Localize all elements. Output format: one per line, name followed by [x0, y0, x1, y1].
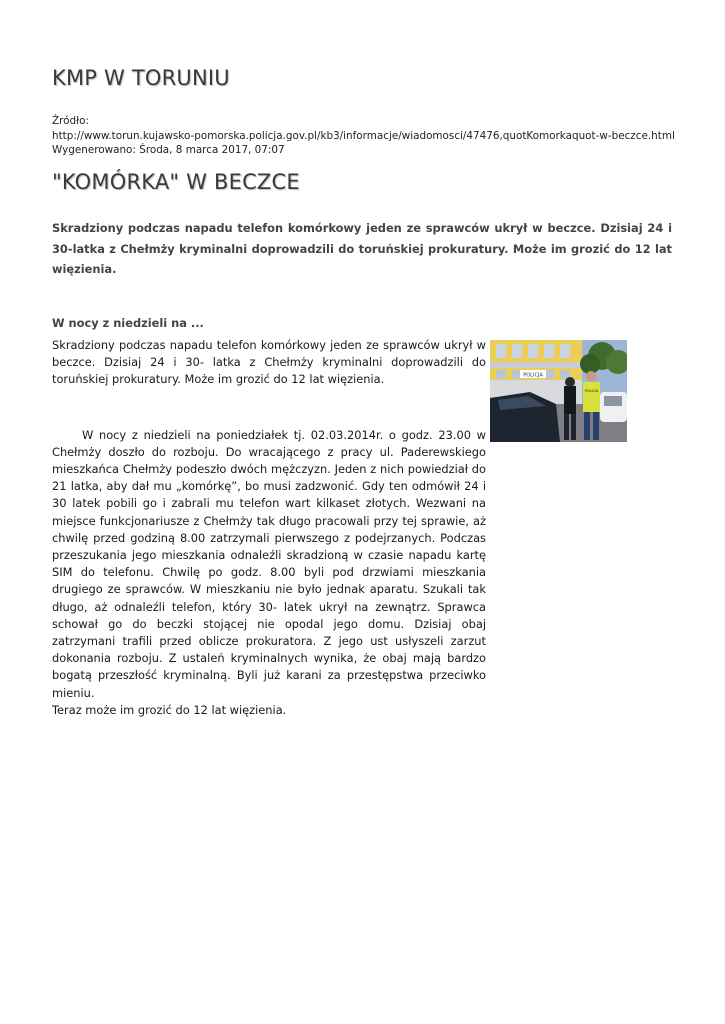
source-meta	[52, 114, 675, 158]
police-sign: POLICJA	[523, 372, 543, 379]
police-scene-image	[490, 340, 627, 442]
vest-text: POLICJA	[584, 389, 599, 393]
article-lead: Skradziony podczas napadu telefon komórkowy jeden ze sprawców ukrył w beczce. Dzisiaj 24 i 30-latka z Chełmży kryminalni doprowadzili do toruńskiej prokuratury. Może im grozić do 12 lat więzienia.	[52, 221, 672, 276]
source-label: Źródło:	[52, 115, 89, 127]
article-intro: Skradziony podczas napadu telefon komórkowy jeden ze sprawców ukrył w beczce. Dzisiaj 24 i 30- latka z Chełmży kryminalni doprowadzili do toruńskiej prokuratury. Może im grozić do 12 lat więzienia.	[52, 338, 486, 387]
article-body	[52, 337, 486, 719]
article-paragraph: W nocy z niedzieli na poniedziałek tj. 02.03.2014r. o godz. 23.00 w Chełmży doszło do rozboju. Do wracającego z pracy ul. Paderewskiego mieszkańca Chełmży podeszło dwóch mężczyzn. Jeden z nich powiedział do 21 latka, aby dał mu „komórkę”, bo musi zadzwonić. Gdy ten odmówił 24 i 30 latek pobili go i zabrali mu telefon wart kilkaset złotych. Wezwani na miejsce funkcjonariusze z Chełmży tak długo pracowali przy tej sprawie, aż chwilę przed godziną 8.00 zatrzymali pierwszego z podejrzanych. Podczas przeszukania jego mieszkania odnaleźli skradzioną w czasie napadu kartę SIM do telefonu. Chwilę po godz. 8.00 byli pod drzwiami mieszkania drugiego ze sprawców. W mieszkaniu nie było jednak aparatu. Szukali tak długo, aż odnaleźli telefon, który 30- latek ukrył na zewnątrz. Sprawca schował go do beczki stojącej nie opodal jego domu. Dzisiaj obaj zatrzymani trafili przed oblicze prokuratora. Z jego ust usłyszeli zarzut dokonania rozboju. Z ustaleń kryminalnych wynika, że obaj mają bardzo bogatą przeszłość kryminalną. Byli już karani za przestępstwa przeciwko mieniu.	[52, 427, 486, 700]
source-url[interactable]: http://www.torun.kujawsko-pomorska.policja.gov.pl/kb3/informacje/wiadomosci/47476,quotKomorkaquot-w-beczce.html	[52, 129, 675, 142]
article-closing: Teraz może im grozić do 12 lat więzienia.	[52, 702, 287, 717]
article-headline: "KOMÓRKA" W BECZCE	[52, 170, 300, 194]
article-photo	[490, 340, 627, 442]
generated-date: Wygenerowano: Środa, 8 marca 2017, 07:07	[52, 144, 285, 156]
article-subhead: W nocy z niedzieli na ...	[52, 316, 204, 330]
org-title: KMP W TORUNIU	[52, 66, 230, 90]
